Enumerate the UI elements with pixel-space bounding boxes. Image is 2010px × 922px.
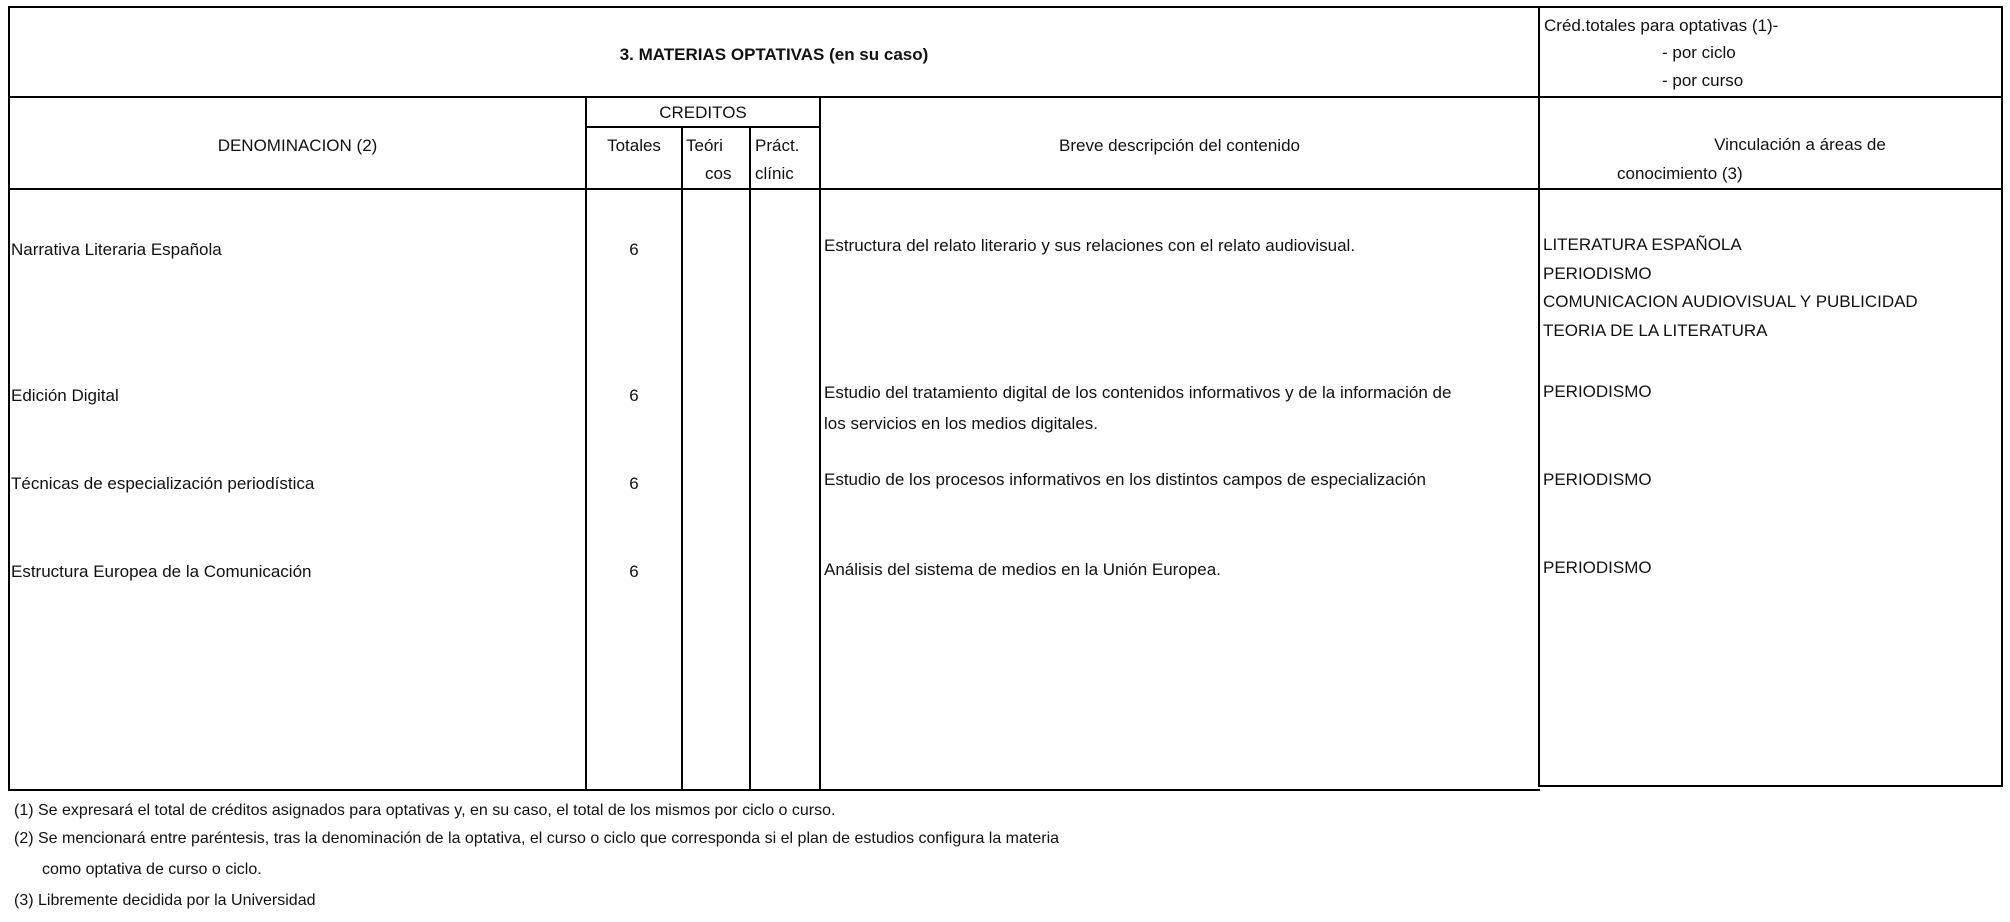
- col-divider-practicos: [749, 127, 751, 791]
- header-practicos-2: clínic: [755, 164, 794, 183]
- table-row-4-totales: 6: [629, 562, 639, 581]
- header-teoricos-2: cos: [705, 164, 732, 183]
- footnote-1: (1) Se expresará el total de créditos asignados para optativas y, en su caso, el total de los mismos por ciclo o curso.: [14, 802, 836, 819]
- table-row-1-area-3: COMUNICACION AUDIOVISUAL Y PUBLICIDAD: [1543, 292, 1918, 311]
- section-title: 3. MATERIAS OPTATIVAS (en su caso): [619, 45, 929, 64]
- footnote-3: (3) Libremente decidida por la Universidad: [14, 892, 316, 909]
- header-creditos: CREDITOS: [659, 103, 747, 122]
- table-row-1-totales: 6: [629, 240, 639, 259]
- col-divider-descripcion: [819, 97, 821, 791]
- col-divider-teoricos: [681, 127, 683, 791]
- table-left-border: [8, 6, 10, 791]
- table-row-2-descripcion-1: Estudio del tratamiento digital de los contenidos informativos y de la información de: [824, 383, 1452, 402]
- title-row-bottom-border: [8, 96, 2003, 98]
- table-row-3-descripcion: Estudio de los procesos informativos en los distintos campos de especialización: [824, 470, 1426, 489]
- table-top-border: [8, 6, 2003, 8]
- credits-note-line-1: Créd.totales para optativas (1)-: [1544, 16, 1779, 35]
- table-row-4-area-1: PERIODISMO: [1543, 558, 1652, 577]
- col-divider-totales: [585, 97, 587, 791]
- table-row-1-denominacion: Narrativa Literaria Española: [11, 240, 222, 259]
- credits-note-line-2: - por ciclo: [1662, 43, 1736, 62]
- header-totales: Totales: [607, 136, 661, 155]
- table-bottom-border-left: [8, 789, 1540, 791]
- table-row-4-descripcion: Análisis del sistema de medios en la Unión Europea.: [824, 560, 1221, 579]
- table-bottom-border-right: [1540, 785, 2003, 787]
- credits-note-line-3: - por curso: [1662, 71, 1744, 90]
- header-practicos-1: Práct.: [755, 136, 800, 155]
- header-vinculacion-2: conocimiento (3): [1617, 164, 1743, 183]
- table-row-3-denominacion: Técnicas de especialización periodística: [11, 474, 315, 493]
- table-row-3-area-1: PERIODISMO: [1543, 470, 1652, 489]
- header-row-bottom-border: [8, 188, 2003, 190]
- table-row-1-area-2: PERIODISMO: [1543, 264, 1652, 283]
- header-vinculacion-1: Vinculación a áreas de: [1714, 135, 1886, 154]
- table-row-4-denominacion: Estructura Europea de la Comunicación: [11, 562, 312, 581]
- table-row-1-descripcion: Estructura del relato literario y sus relaciones con el relato audiovisual.: [824, 236, 1356, 255]
- table-row-2-area-1: PERIODISMO: [1543, 382, 1652, 401]
- table-row-2-denominacion: Edición Digital: [11, 386, 119, 405]
- footnote-2: (2) Se mencionará entre paréntesis, tras la denominación de la optativa, el curso o ciclo que corresponda si el plan de estudios configura la materia: [14, 830, 1060, 847]
- table-row-2-totales: 6: [629, 386, 639, 405]
- table-row-2-descripcion-2: los servicios en los medios digitales.: [824, 414, 1099, 433]
- table-row-1-area-1: LITERATURA ESPAÑOLA: [1543, 235, 1742, 254]
- header-teoricos-1: Teóri: [686, 136, 723, 155]
- footnote-2-continuation: como optativa de curso o ciclo.: [42, 861, 262, 878]
- header-descripcion: Breve descripción del contenido: [1059, 136, 1300, 155]
- table-row-1-area-4: TEORIA DE LA LITERATURA: [1543, 321, 1768, 340]
- header-denominacion: DENOMINACION (2): [217, 136, 378, 155]
- table-right-border: [2001, 6, 2003, 787]
- col-divider-vinculacion: [1538, 6, 1540, 787]
- table-row-3-totales: 6: [629, 474, 639, 493]
